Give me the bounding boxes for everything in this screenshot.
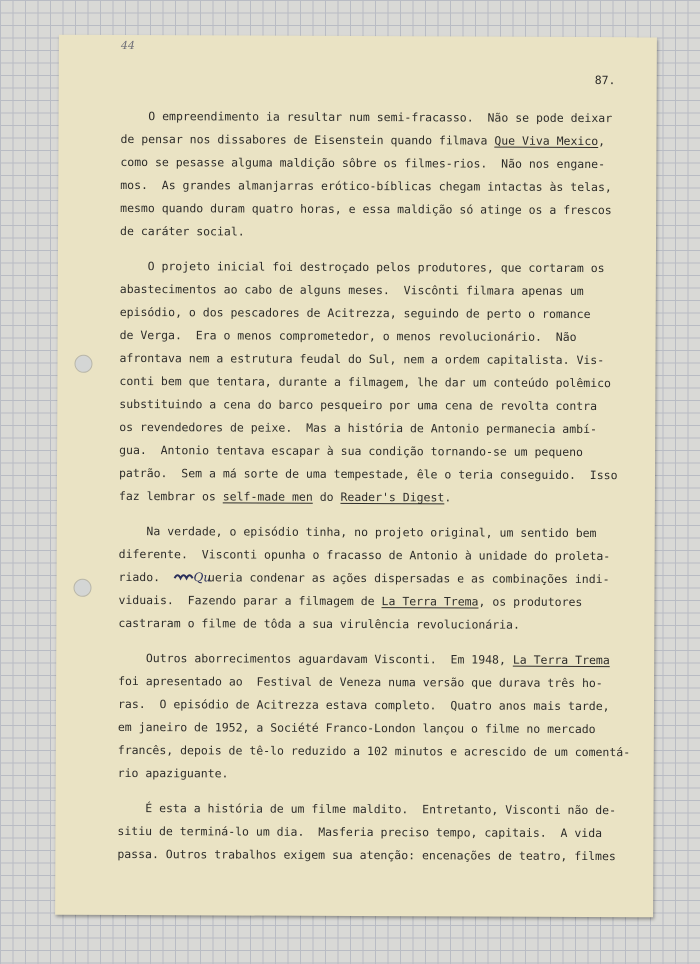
text-line: Na verdade, o episódio tinha, no projeto original, um sentido bem — [118, 523, 597, 541]
text-line: Outros aborrecimentos aguardavam Visconti. Em 1948, La Terra Trema — [118, 650, 610, 668]
handwritten-insert: Qu — [193, 570, 212, 585]
text-line: conti bem que tentara, durante a filmagem, lhe dar um conteúdo polêmico — [119, 373, 612, 391]
text-line: castraram o filme de tôda a sua virulência revolucionária. — [118, 615, 520, 632]
text-line: episódio, o dos pescadores de Acitrezza, seguindo de perto o romance — [119, 304, 591, 322]
text-line: como se pesasse alguma maldição sôbre os filmes-rios. Não nos engane- — [120, 154, 606, 172]
text-line: É esta a história de um filme maldito. Entretanto, Visconti não de- — [117, 800, 617, 818]
underlined-title: Que Viva Mexico — [494, 133, 599, 149]
underlined-title: self-made men — [222, 489, 313, 504]
body-text — [117, 105, 640, 868]
text-line: afrontava nem a estrutura feudal do Sul, nem a ordem capitalista. Vis- — [119, 350, 605, 368]
underlined-title: La Terra Trema — [381, 594, 479, 609]
text-line: de caráter social. — [120, 223, 245, 239]
punch-hole-top — [74, 355, 92, 373]
text-line: mos. As grandes almanjarras erótico-bíblicas chegam intactas às telas, — [120, 177, 612, 195]
text-line: diferente. Visconti opunha o fracasso de Antonio à unidade do proleta- — [118, 546, 611, 564]
handwritten-correction — [174, 569, 212, 585]
typed-page — [55, 35, 657, 918]
text-line: em janeiro de 1952, a Société Franco-London lançou o filme no mercado — [117, 719, 596, 737]
text-line: rio apaziguante. — [117, 765, 229, 781]
text-line: passa. Outros trabalhos exigem sua atenção: encenações de teatro, filmes — [117, 846, 616, 864]
underlined-title: La Terra Trema — [512, 652, 610, 668]
text-line: substituindo a cena do barco pesqueiro por uma cena de revolta contra — [119, 396, 598, 414]
text-line: faz lembrar os self-made men do Reader's Digest. — [118, 488, 452, 505]
text-line: os revendedores de peixe. Mas a história de Antonio permanecia ambí- — [119, 419, 597, 437]
text-line: riado. Qu ueria condenar as ações dispersadas e as combinações indi- — [118, 569, 610, 587]
text-line: abastecimentos ao cabo de alguns meses. Viscônti filmara apenas um — [119, 281, 584, 298]
text-line: de pensar nos dissabores de Eisenstein quando filmava Que Viva Mexico, — [120, 131, 606, 149]
text-line: viduais. Fazendo parar a filmagem de La Terra Trema, os produtores — [118, 592, 583, 609]
text-line: de Verga. Era o menos comprometedor, o menos revolucionário. Não — [119, 327, 577, 344]
text-line: gua. Antonio tentava escapar à sua condição tornando-se um pequeno — [119, 442, 584, 459]
punch-hole-bottom — [73, 579, 91, 597]
underlined-title: Reader's Digest — [340, 489, 445, 505]
text-line: sitiu de terminá-lo um dia. Masferia preciso tempo, capitais. A vida — [117, 823, 603, 841]
page-number: 87. — [594, 73, 616, 88]
text-line: ras. O episódio de Acitrezza estava completo. Quatro anos mais tarde, — [117, 696, 610, 714]
text-line: foi apresentado ao Festival de Veneza numa versão que durava três ho- — [118, 673, 603, 691]
text-line: patrão. Sem a má sorte de uma tempestade, êle o teria conseguido. Isso — [118, 465, 618, 483]
text-line: O projeto inicial foi destroçado pelos produtores, que cortaram os — [119, 258, 605, 276]
text-line: francês, depois de tê-lo reduzido a 102 minutos e acrescido de um comentá- — [117, 742, 631, 760]
corner-pencil-note: 44 — [120, 38, 135, 53]
text-line: mesmo quando duram quatro horas, e essa maldição só atinge os a frescos — [120, 200, 612, 218]
text-line: O empreendimento ia resultar num semi-fracasso. Não se pode deixar — [120, 108, 613, 126]
